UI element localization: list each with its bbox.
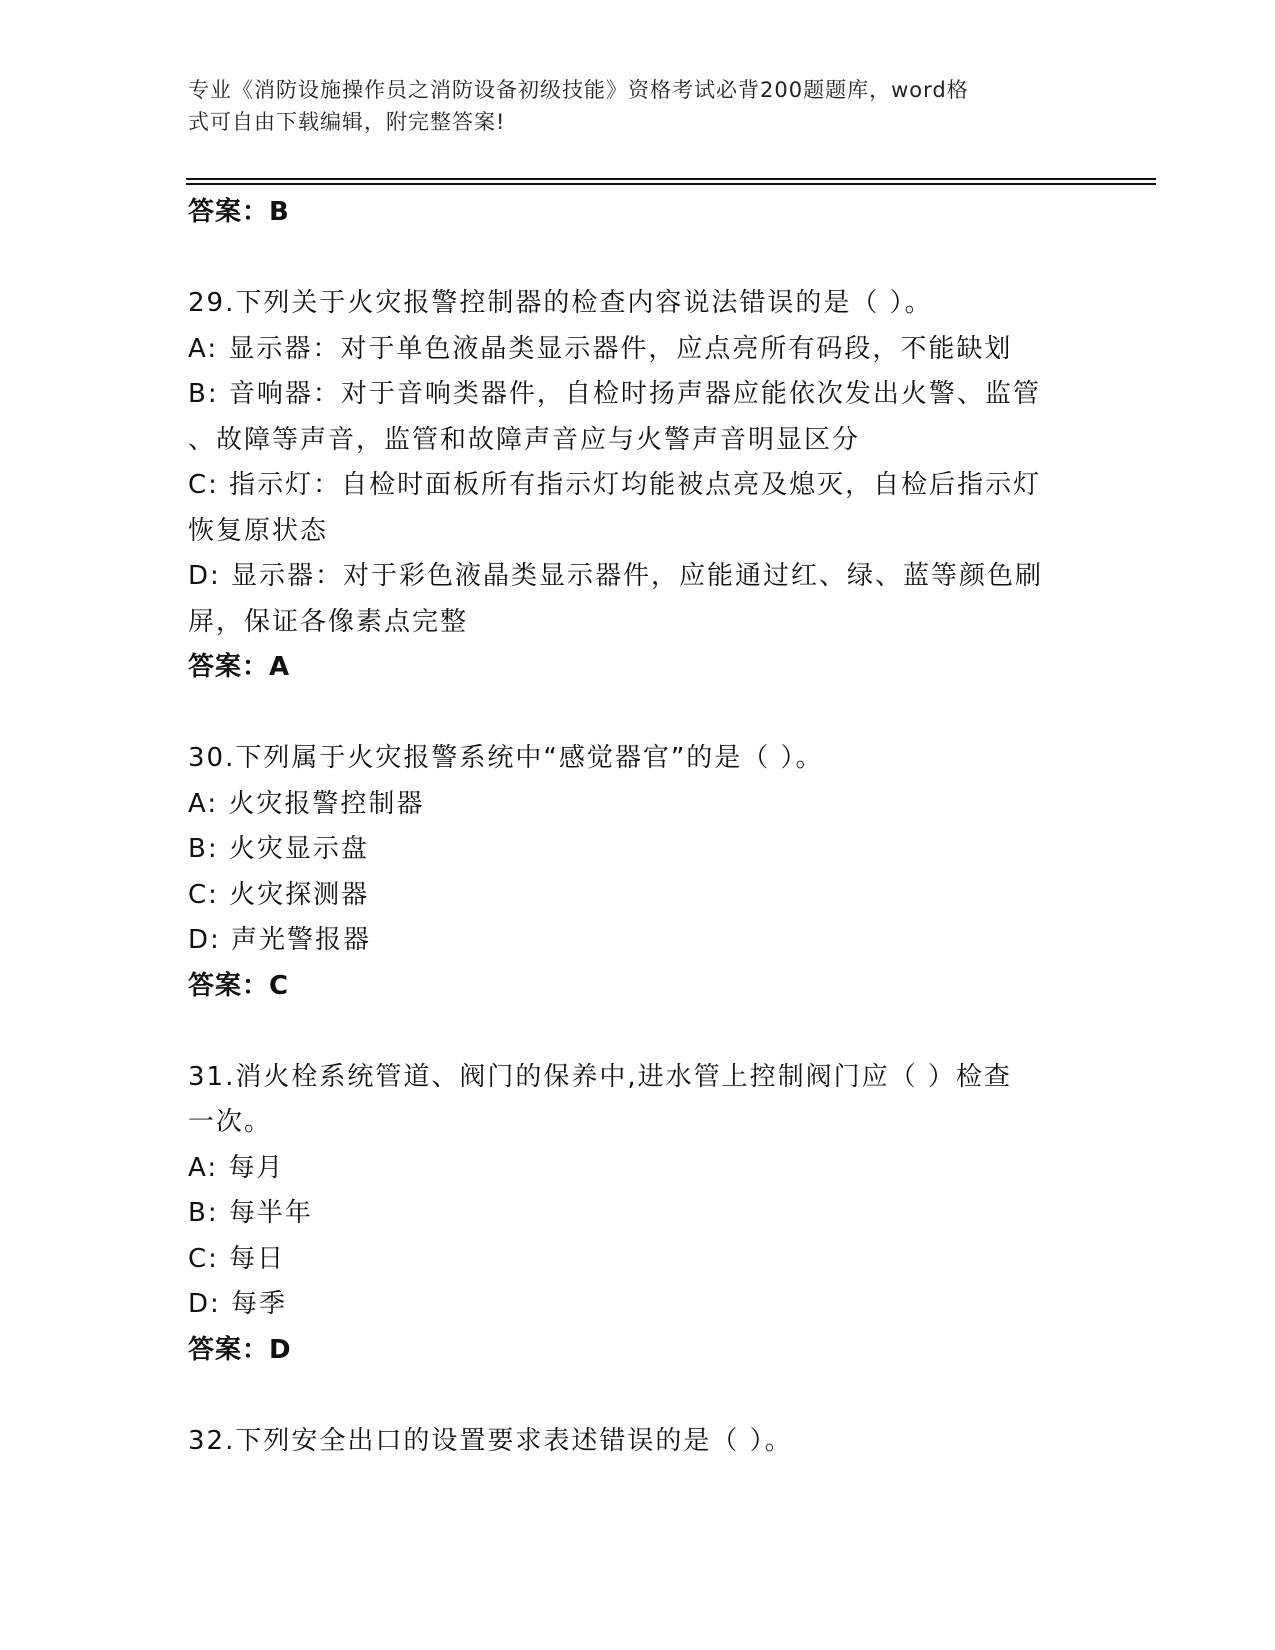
option-d: D: 每季 bbox=[188, 1289, 288, 1319]
option-c: C: 每日 bbox=[188, 1243, 286, 1274]
question-block bbox=[188, 736, 1088, 1009]
question-stem: 32.下列安全出口的设置要求表述错误的是（ ）。 bbox=[188, 1425, 793, 1456]
option-c: C: 火灾探测器 bbox=[188, 879, 370, 910]
question-stem-continued: 一次。 bbox=[188, 1107, 273, 1137]
answer-line: 答案：A bbox=[188, 652, 291, 682]
header-divider bbox=[186, 183, 1156, 185]
question-stem: 31.消火栓系统管道、阀门的保养中,进水管上控制阀门应（ ）检查 bbox=[188, 1061, 1012, 1092]
question-block bbox=[188, 281, 1088, 691]
option-c-continued: 恢复原状态 bbox=[188, 515, 329, 546]
question-stem: 30.下列属于火灾报警系统中“感觉器官”的是（ ）。 bbox=[188, 743, 824, 773]
header-line: 专业《消防设施操作员之消防设备初级技能》资格考试必背200题题库，word格 bbox=[188, 78, 969, 102]
question-block bbox=[188, 1419, 1088, 1465]
option-d-continued: 屏，保证各像素点完整 bbox=[188, 606, 469, 637]
option-b-continued: 、故障等声音，监管和故障声音应与火警声音明显区分 bbox=[188, 424, 861, 455]
option-b: B: 音响器：对于音响类器件，自检时扬声器应能依次发出火警、监管 bbox=[188, 379, 1041, 409]
answer-line: 答案：B bbox=[188, 197, 290, 227]
answer-line: 答案：C bbox=[188, 970, 290, 1001]
header-divider bbox=[186, 178, 1156, 180]
document-header bbox=[188, 74, 1068, 138]
question-block bbox=[188, 1055, 1088, 1374]
question-stem: 29.下列关于火灾报警控制器的检查内容说法错误的是（ ）。 bbox=[188, 288, 933, 318]
option-a: A: 火灾报警控制器 bbox=[188, 788, 425, 819]
option-b: B: 火灾显示盘 bbox=[188, 834, 369, 864]
option-d: D: 声光警报器 bbox=[188, 925, 372, 955]
option-a: A: 每月 bbox=[188, 1152, 285, 1183]
option-b: B: 每半年 bbox=[188, 1198, 313, 1228]
option-c: C: 指示灯：自检时面板所有指示灯均能被点亮及熄灭，自检后指示灯 bbox=[188, 470, 1042, 500]
question-list bbox=[188, 190, 1088, 1464]
header-line: 式可自由下载编辑，附完整答案! bbox=[188, 110, 506, 134]
answer-line: 答案：D bbox=[188, 1334, 292, 1365]
option-a: A: 显示器：对于单色液晶类显示器件，应点亮所有码段，不能缺划 bbox=[188, 333, 1013, 364]
option-d: D: 显示器：对于彩色液晶类显示器件，应能通过红、绿、蓝等颜色刷 bbox=[188, 561, 1044, 591]
